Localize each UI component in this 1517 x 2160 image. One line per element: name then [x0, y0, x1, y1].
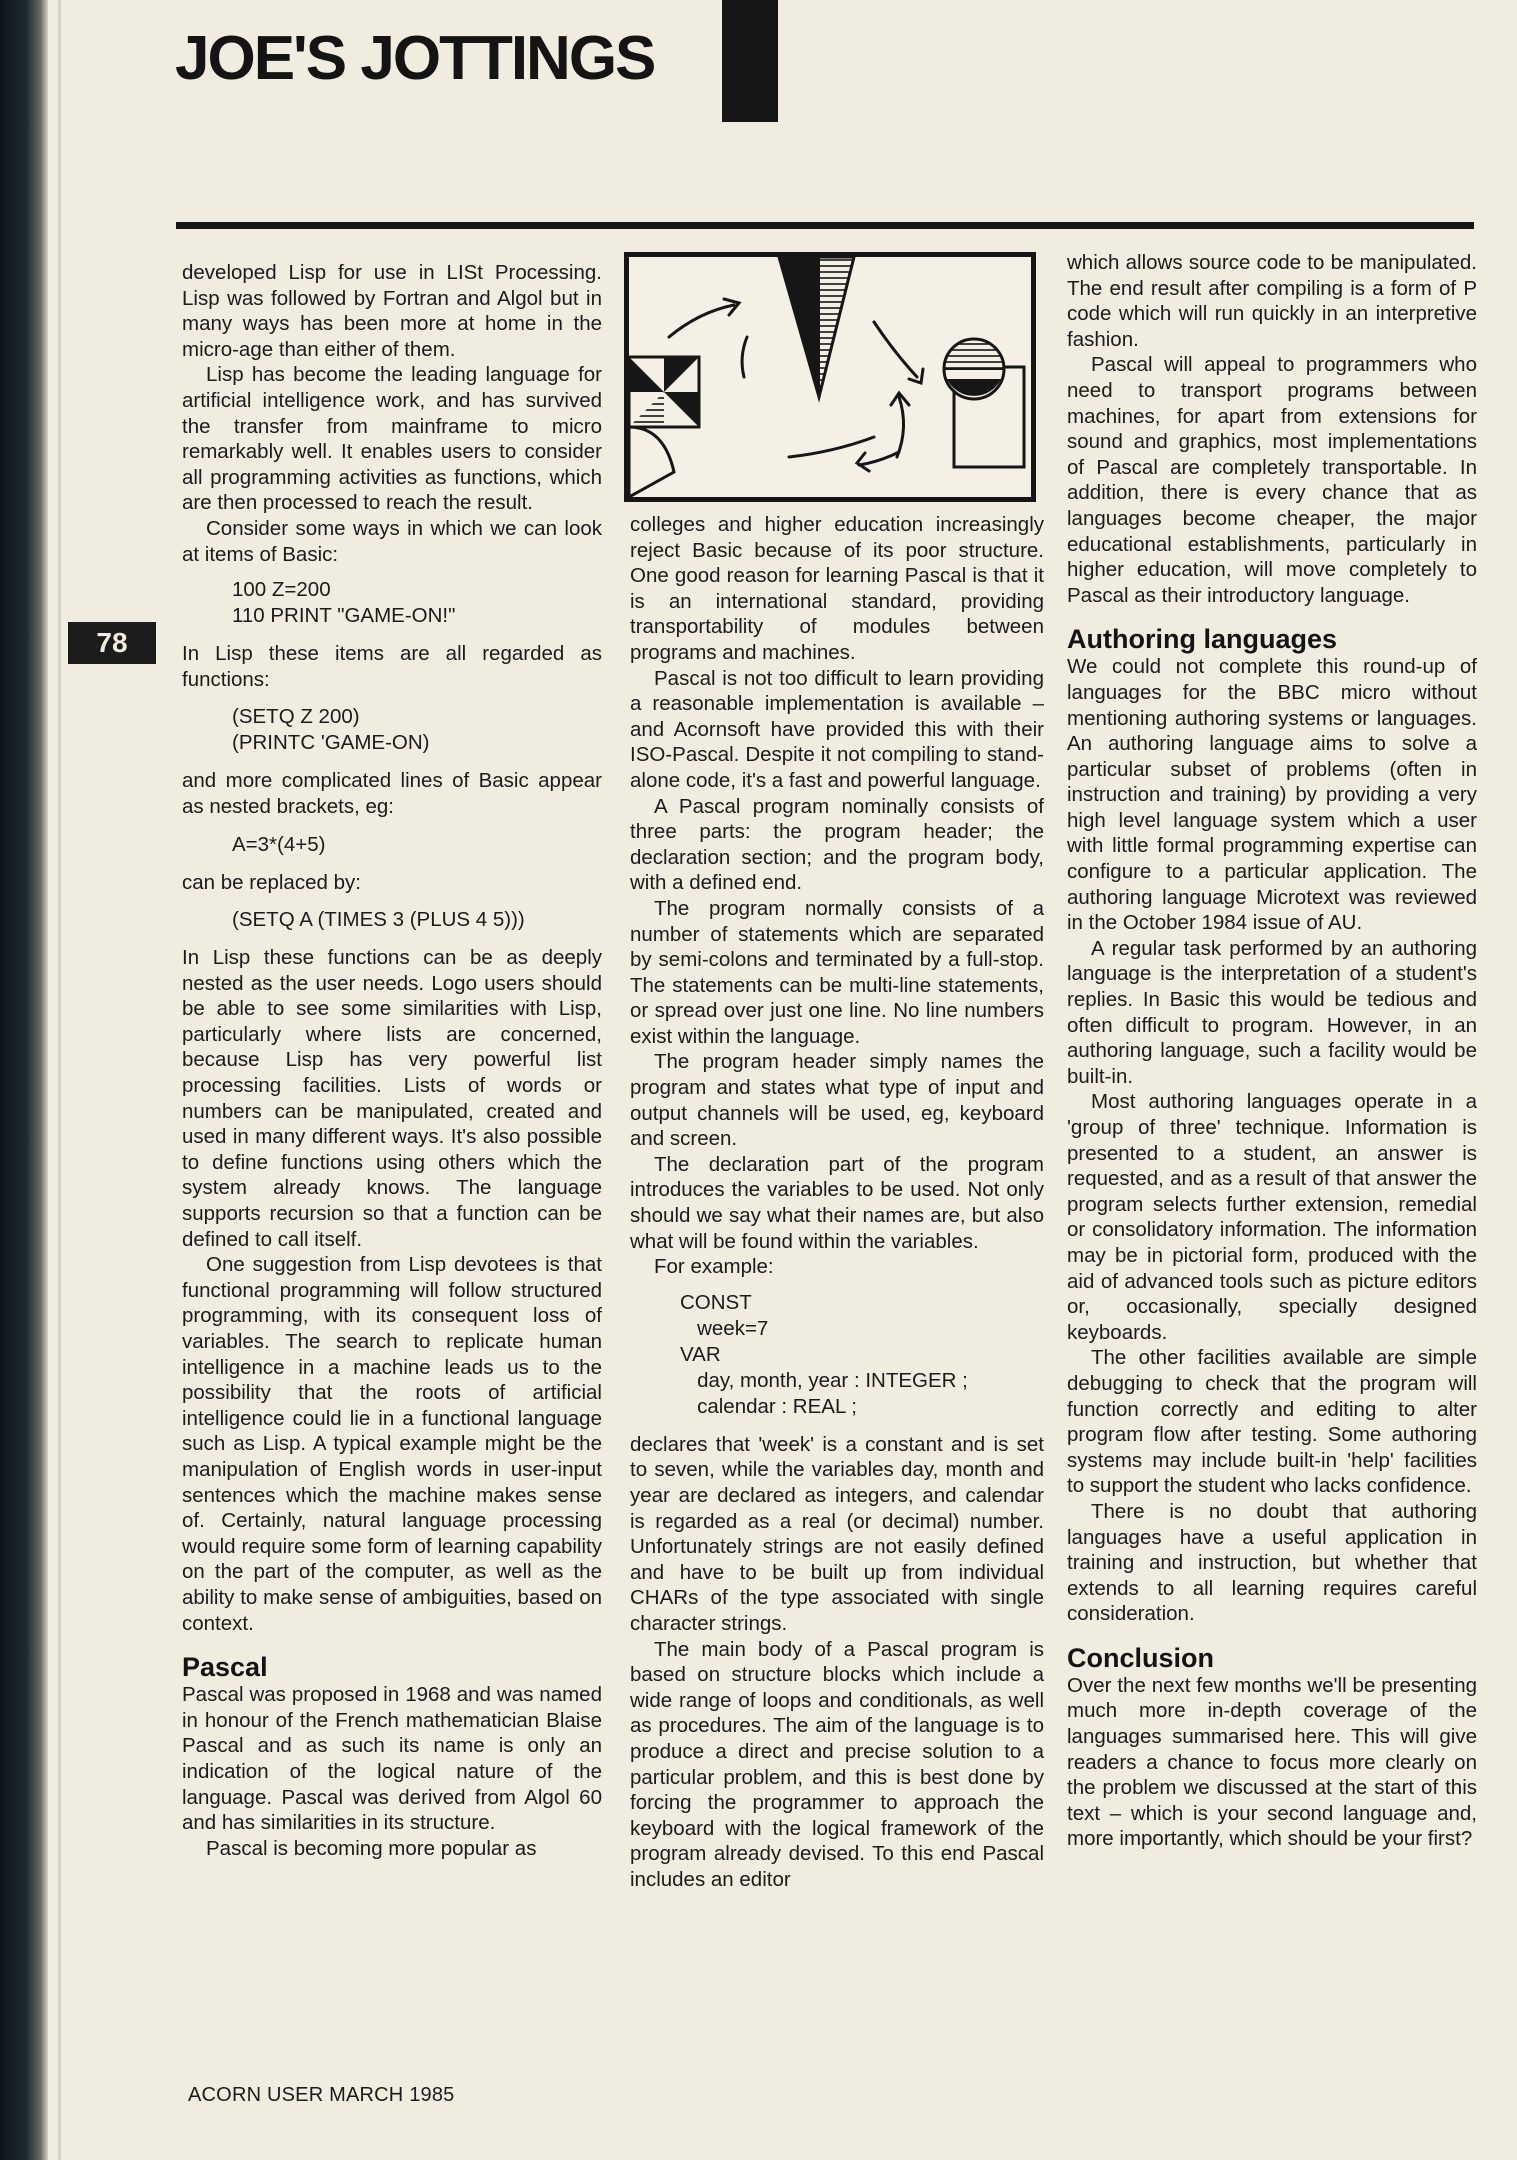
page-number-tab — [68, 622, 156, 664]
paragraph: Consider some ways in which we can look at items of Basic: — [182, 516, 602, 566]
paragraph: The declaration part of the program introduces the variables to be used. Not only should we say what their names are, but also what will be found within the variables. — [630, 1152, 1044, 1253]
triangle-dark-half — [779, 257, 819, 397]
paragraph: which allows source code to be manipulated. The end result after compiling is a form of P code which will run quickly in an interpretive fashion. — [1067, 251, 1477, 351]
binding-spine — [0, 0, 48, 2160]
paragraph: and more complicated lines of Basic appear as nested brackets, eg: — [182, 769, 602, 818]
paragraph: The program header simply names the program and states what type of input and output channels will be used, eg, keyboard and screen. — [630, 1050, 1044, 1151]
pinwheel-shape — [629, 357, 699, 497]
header-rule — [176, 222, 1474, 229]
paragraph: Lisp has become the leading language for artificial intelligence work, and has survived the transfer from mainframe to micro remarkably well. It enables users to consider all programming activities as functions, which are then processed to reach the result. — [182, 363, 602, 515]
paragraph: Pascal is not too difficult to learn providing a reasonable implementation is available – and Acornsoft have provided this with their ISO-Pascal. Despite it not compiling to stand-alone code, it's a fast and powerful language. — [630, 666, 1044, 792]
paragraph: can be replaced by: — [182, 870, 361, 894]
paragraph: In Lisp these items are all regarded as functions: — [182, 642, 602, 691]
paragraph: We could not complete this round-up of languages for the BBC micro without mentioning authoring systems or languages. An authoring language aims to solve a particular subset of problems (often in instruction and training) by providing a very high level language system which a user with little formal programming expertise can configure to a particular application. The authoring language Microtext was reviewed in the October 1984 issue of AU. — [1067, 655, 1477, 935]
paragraph: The other facilities available are simple debugging to check that the program will function correctly and editing to alter program flow after testing. Some authoring systems may include built-in 'help' facilities to support the student who lacks confidence. — [1067, 1346, 1477, 1498]
column-3 — [1067, 250, 1477, 1852]
title-block-decoration — [722, 0, 778, 122]
code-sample-lisp-nested: (SETQ A (TIMES 3 (PLUS 4 5))) — [232, 908, 525, 932]
heading-conclusion: Conclusion — [1067, 1642, 1214, 1673]
paragraph: One suggestion from Lisp devotees is that functional programming will follow structured programming, with its consequent loss of variables. The search to replicate human intelligence in a machine leads us to the possibility that the roots of artificial intelligence could lie in a functional language such as Lisp. A typical example might be the manipulation of English words in user-input sentences which the machine makes sense of. Certainly, natural language processing would require some form of learning capability on the part of the computer, as well as the ability to make sense of ambiguities, based on context. — [182, 1253, 602, 1635]
column-2 — [630, 512, 1044, 1893]
paragraph: A regular task performed by an authoring language is the interpretation of a student's replies. In Basic this would be tedious and often difficult to program. However, in an authoring language, such a facility would be built-in. — [1067, 936, 1477, 1088]
code-sample-lisp: (SETQ Z 200) (PRINTC 'GAME-ON) — [232, 705, 430, 755]
page-number: 78 — [96, 627, 128, 658]
paragraph: The main body of a Pascal program is based on structure blocks which include a wide range of loops and conditionals, as well as procedures. The aim of the language is to produce a direct and precise solution to a particular problem, and this is best done by forcing the programmer to approach the keyboard with the logical framework of the program already devised. To this end Pascal includes an editor — [630, 1637, 1044, 1891]
cycle-arrows — [669, 299, 923, 471]
paragraph: In Lisp these functions can be as deeply nested as the user needs. Logo users should be able to see some similarities with Lisp, particularly where lists are concerned, because Lisp has very powerful list processing facilities. Lists of words or numbers can be manipulated, created and used in many different ways. It's also possible to define functions using others which the system already knows. The language supports recursion so that a function can be defined to call itself. — [182, 946, 602, 1251]
heading-authoring-languages: Authoring languages — [1067, 624, 1337, 655]
footer-publication: ACORN USER MARCH 1985 — [188, 2084, 455, 2106]
code-sample-pascal: CONST week=7 VAR day, month, year : INTEGER ; calendar : REAL ; — [680, 1290, 968, 1418]
paragraph: developed Lisp for use in LISt Processing. Lisp was followed by Fortran and Algol but in many ways has been more at home in the micro-age than either of them. — [182, 261, 602, 361]
paragraph: There is no doubt that authoring languages have a useful application in training and instruction, but whether that extends to all learning requires careful consideration. — [1067, 1499, 1477, 1626]
paragraph: Pascal was proposed in 1968 and was named in honour of the French mathematician Blaise Pascal and as such its name is only an indication of the logical nature of the language. Pascal was derived from Algol 60 and has similarities in its structure. — [182, 1683, 602, 1835]
paragraph: colleges and higher education increasingly reject Basic because of its poor structure. One good reason for learning Pascal is that it is an international standard, providing transportability of modules between programs and machines. — [630, 513, 1044, 664]
paragraph: Most authoring languages operate in a 'group of three' technique. Information is presented to a student, an answer is requested, and as a result of that answer the program selects further extension, remedial or consolidatory information. The information may be in pictorial form, produced with the aid of advanced tools such as picture editors or, occasionally, specially designed keyboards. — [1067, 1090, 1477, 1344]
paragraph: For example: — [654, 1255, 774, 1279]
geometric-illustration — [629, 257, 1031, 497]
page-edge-line — [58, 0, 61, 2160]
paragraph: Over the next few months we'll be presenting much more in-depth coverage of the languages summarised here. This will give readers a chance to focus more clearly on the problem we discussed at the start of this text – which is your second language and, more importantly, which should be your first? — [1067, 1673, 1477, 1851]
illustration-frame — [624, 252, 1036, 502]
code-sample-basic: 100 Z=200 110 PRINT "GAME-ON!" — [232, 578, 456, 628]
code-sample-expression: A=3*(4+5) — [232, 832, 326, 856]
circle-square-shape — [944, 339, 1024, 467]
column-1 — [182, 260, 602, 1861]
paragraph: Pascal will appeal to programmers who need to transport programs between machines, for apart from extensions for sound and graphics, most implementations of Pascal are completely transportable. In addition, there is every chance that as languages become cheaper, the major educational establishments, particularly in higher education, will move completely to Pascal as their introductory language. — [1067, 353, 1477, 607]
paragraph: declares that 'week' is a constant and is set to seven, while the variables day, month and year are declared as integers, and calendar is regarded as a real (or decimal) number. Unfortunately strings are not easily defined and have to be built up from individual CHARs of the type associated with single character strings. — [630, 1432, 1044, 1635]
paragraph: Pascal is becoming more popular as — [206, 1836, 537, 1860]
paragraph: A Pascal program nominally consists of three parts: the program header; the declaration section; and the program body, with a defined end. — [630, 794, 1044, 895]
paragraph: The program normally consists of a number of statements which are separated by semi-colons and terminated by a full-stop. The statements can be multi-line statements, or spread over just one line. No line numbers exist within the language. — [630, 896, 1044, 1048]
section-title: JOE'S JOTTINGS — [175, 24, 655, 93]
triangle-hatched-half — [819, 257, 854, 397]
heading-pascal: Pascal — [182, 1652, 268, 1683]
